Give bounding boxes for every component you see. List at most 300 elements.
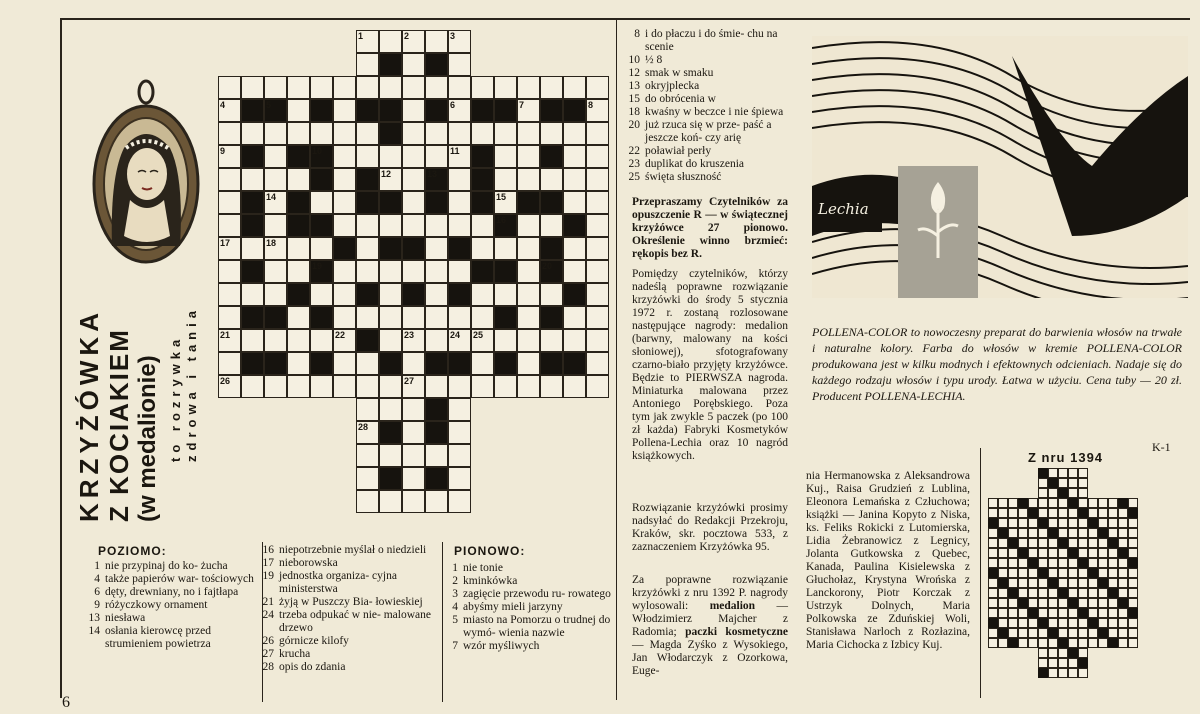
black-cell <box>471 168 494 191</box>
solution-black-cell <box>998 628 1008 638</box>
solution-black-cell <box>1008 588 1018 598</box>
clue-text: smak w smaku <box>645 67 714 79</box>
solution-cell <box>1088 548 1098 558</box>
black-cell <box>241 145 264 168</box>
answer-cell[interactable] <box>448 306 471 329</box>
answer-cell[interactable] <box>264 76 287 99</box>
answer-cell[interactable] <box>448 444 471 467</box>
answer-cell[interactable] <box>264 260 287 283</box>
solution-cell <box>1108 628 1118 638</box>
answer-cell[interactable] <box>586 237 609 260</box>
answer-cell[interactable] <box>287 237 310 260</box>
black-cell <box>540 306 563 329</box>
answer-cell[interactable] <box>448 421 471 444</box>
answer-cell[interactable] <box>241 375 264 398</box>
answer-cell[interactable] <box>494 329 517 352</box>
crossword-grid[interactable] <box>218 30 638 534</box>
answer-cell[interactable] <box>517 306 540 329</box>
clue-item <box>436 640 616 653</box>
answer-cell[interactable] <box>402 444 425 467</box>
solution-cell <box>1018 528 1028 538</box>
answer-cell[interactable] <box>333 76 356 99</box>
answer-cell[interactable] <box>241 76 264 99</box>
solution-cell <box>1088 608 1098 618</box>
answer-cell[interactable] <box>356 145 379 168</box>
black-cell <box>310 214 333 237</box>
answer-cell[interactable] <box>218 214 241 237</box>
answer-cell[interactable] <box>586 191 609 214</box>
solution-cell <box>1098 538 1108 548</box>
solution-cell <box>1078 498 1088 508</box>
black-cell <box>310 99 333 122</box>
answer-cell[interactable] <box>333 375 356 398</box>
answer-cell[interactable] <box>494 375 517 398</box>
clue-item <box>252 648 436 661</box>
answer-cell[interactable] <box>310 76 333 99</box>
clue-number: 7 <box>452 640 458 652</box>
solution-cell <box>998 608 1008 618</box>
answer-cell[interactable] <box>586 76 609 99</box>
answer-cell[interactable] <box>448 260 471 283</box>
answer-cell[interactable] <box>333 122 356 145</box>
answer-cell[interactable] <box>379 283 402 306</box>
answer-cell[interactable] <box>379 306 402 329</box>
answer-cell[interactable] <box>287 375 310 398</box>
clue-number: 12 <box>628 67 640 79</box>
answer-cell[interactable] <box>540 375 563 398</box>
answer-cell[interactable] <box>448 122 471 145</box>
answer-cell[interactable] <box>356 237 379 260</box>
solution-cell <box>1128 568 1138 578</box>
black-cell <box>402 237 425 260</box>
black-cell <box>241 352 264 375</box>
answer-cell[interactable] <box>402 306 425 329</box>
answer-cell[interactable] <box>517 375 540 398</box>
answer-cell[interactable] <box>517 329 540 352</box>
solution-cell <box>1108 598 1118 608</box>
black-cell <box>356 168 379 191</box>
clue-item <box>252 570 436 596</box>
answer-cell[interactable] <box>310 329 333 352</box>
answer-cell[interactable] <box>563 191 586 214</box>
solution-cell <box>1058 658 1068 668</box>
answer-cell[interactable] <box>425 30 448 53</box>
answer-cell[interactable] <box>448 214 471 237</box>
answer-cell[interactable] <box>264 283 287 306</box>
solution-black-cell <box>1018 548 1028 558</box>
clue-number-label: 11 <box>450 146 460 156</box>
answer-cell[interactable] <box>402 352 425 375</box>
answer-cell[interactable] <box>563 168 586 191</box>
answer-cell[interactable] <box>402 76 425 99</box>
answer-cell[interactable] <box>356 122 379 145</box>
answer-cell[interactable] <box>356 467 379 490</box>
answer-cell[interactable] <box>471 306 494 329</box>
clue-text: poławiał perły <box>645 145 712 157</box>
answer-cell[interactable] <box>379 444 402 467</box>
answer-cell[interactable] <box>379 214 402 237</box>
solution-cell <box>1028 638 1038 648</box>
clue-number: 8 <box>634 28 640 40</box>
answer-cell[interactable] <box>402 191 425 214</box>
solution-black-cell <box>1118 598 1128 608</box>
answer-cell[interactable] <box>425 375 448 398</box>
answer-cell[interactable] <box>310 237 333 260</box>
clue-item <box>618 54 796 67</box>
solution-cell <box>1038 578 1048 588</box>
answer-cell[interactable] <box>517 352 540 375</box>
clue-text: krucha <box>279 648 311 660</box>
answer-cell[interactable] <box>402 214 425 237</box>
clue-item <box>78 612 254 625</box>
clue-number-label: 1 <box>358 31 364 41</box>
clue-number-label: 24 <box>450 330 461 340</box>
clue-number-label: 13 <box>427 169 438 179</box>
clue-number-label: 20 <box>542 261 553 271</box>
answer-cell[interactable] <box>448 398 471 421</box>
answer-cell[interactable] <box>517 260 540 283</box>
solution-cell <box>1018 628 1028 638</box>
solution-cell <box>1108 558 1118 568</box>
answer-cell[interactable] <box>287 352 310 375</box>
answer-cell[interactable] <box>218 306 241 329</box>
answer-cell[interactable] <box>563 329 586 352</box>
answer-cell[interactable] <box>402 421 425 444</box>
answer-cell[interactable] <box>517 237 540 260</box>
answer-cell[interactable] <box>402 145 425 168</box>
answer-cell[interactable] <box>425 329 448 352</box>
answer-cell[interactable] <box>310 375 333 398</box>
answer-cell[interactable] <box>310 122 333 145</box>
solution-black-cell <box>1088 618 1098 628</box>
answer-cell[interactable] <box>540 122 563 145</box>
answer-cell[interactable] <box>563 375 586 398</box>
answer-cell[interactable] <box>563 260 586 283</box>
solution-black-cell <box>1018 498 1028 508</box>
poziomo-heading: POZIOMO: <box>98 544 167 558</box>
answer-cell[interactable] <box>586 145 609 168</box>
solution-cell <box>988 508 998 518</box>
solution-black-cell <box>1058 588 1068 598</box>
answer-cell[interactable] <box>471 375 494 398</box>
answer-cell[interactable] <box>494 168 517 191</box>
solution-cell <box>998 518 1008 528</box>
answer-cell[interactable] <box>402 467 425 490</box>
answer-cell[interactable] <box>241 168 264 191</box>
solution-cell <box>1038 628 1048 638</box>
solution-black-cell <box>1008 538 1018 548</box>
answer-cell[interactable] <box>218 352 241 375</box>
clue-text: dęty, drewniany, no i fajtłapa <box>105 586 239 598</box>
answer-cell[interactable] <box>241 329 264 352</box>
black-cell <box>425 421 448 444</box>
answer-cell[interactable] <box>218 283 241 306</box>
black-cell <box>356 99 379 122</box>
answer-cell[interactable] <box>494 76 517 99</box>
answer-cell[interactable] <box>379 76 402 99</box>
solution-cell <box>1038 538 1048 548</box>
clue-number-label: 5 <box>266 100 272 110</box>
solution-cell <box>1068 578 1078 588</box>
black-cell <box>241 306 264 329</box>
solution-black-cell <box>988 518 998 528</box>
clue-number: 23 <box>628 158 640 170</box>
pionowo-col2 <box>618 28 796 184</box>
answer-cell[interactable] <box>448 168 471 191</box>
answer-cell[interactable] <box>471 122 494 145</box>
answer-cell[interactable] <box>425 260 448 283</box>
black-cell <box>379 467 402 490</box>
answer-cell[interactable] <box>264 214 287 237</box>
answer-cell[interactable] <box>586 283 609 306</box>
solution-cell <box>1088 508 1098 518</box>
black-cell <box>241 191 264 214</box>
answer-cell[interactable] <box>333 352 356 375</box>
answer-cell[interactable] <box>287 306 310 329</box>
answer-cell[interactable] <box>448 76 471 99</box>
solution-cell <box>998 498 1008 508</box>
answer-cell[interactable] <box>333 145 356 168</box>
answer-cell[interactable] <box>402 53 425 76</box>
answer-cell[interactable] <box>356 214 379 237</box>
answer-cell[interactable] <box>356 53 379 76</box>
solution-cell <box>1068 588 1078 598</box>
answer-cell[interactable] <box>287 260 310 283</box>
solution-black-cell <box>998 528 1008 538</box>
answer-cell[interactable] <box>356 352 379 375</box>
answer-cell[interactable] <box>471 76 494 99</box>
answer-cell[interactable] <box>333 99 356 122</box>
answer-cell[interactable] <box>563 306 586 329</box>
clue-number: 21 <box>262 596 274 608</box>
answer-cell[interactable] <box>586 168 609 191</box>
clue-item <box>78 560 254 573</box>
answer-cell[interactable] <box>563 76 586 99</box>
solution-grid <box>988 468 1148 688</box>
answer-cell[interactable] <box>517 283 540 306</box>
black-cell <box>287 191 310 214</box>
answer-cell[interactable] <box>356 490 379 513</box>
black-cell <box>241 99 264 122</box>
answer-cell[interactable] <box>563 122 586 145</box>
answer-cell[interactable] <box>540 329 563 352</box>
answer-cell[interactable] <box>586 375 609 398</box>
answer-cell[interactable] <box>402 398 425 421</box>
answer-cell[interactable] <box>379 260 402 283</box>
answer-cell[interactable] <box>264 375 287 398</box>
answer-cell[interactable] <box>379 30 402 53</box>
answer-cell[interactable] <box>540 283 563 306</box>
solution-black-cell <box>998 578 1008 588</box>
solution-cell <box>1008 558 1018 568</box>
answer-cell[interactable] <box>218 122 241 145</box>
clue-item <box>618 93 796 106</box>
answer-cell[interactable] <box>241 122 264 145</box>
solution-cell <box>1048 668 1058 678</box>
answer-cell[interactable] <box>494 283 517 306</box>
answer-cell[interactable] <box>448 375 471 398</box>
answer-cell[interactable] <box>402 260 425 283</box>
answer-cell[interactable] <box>425 490 448 513</box>
answer-cell[interactable] <box>218 168 241 191</box>
answer-cell[interactable] <box>333 191 356 214</box>
solution-cell <box>1028 618 1038 628</box>
answer-cell[interactable] <box>425 76 448 99</box>
answer-cell[interactable] <box>586 214 609 237</box>
black-cell <box>379 191 402 214</box>
solution-cell <box>1108 568 1118 578</box>
answer-cell[interactable] <box>586 306 609 329</box>
answer-cell[interactable] <box>379 375 402 398</box>
solution-black-cell <box>1098 528 1108 538</box>
answer-cell[interactable] <box>218 76 241 99</box>
answer-cell[interactable] <box>264 168 287 191</box>
answer-cell[interactable] <box>586 260 609 283</box>
solution-cell <box>1038 588 1048 598</box>
solution-cell <box>1128 598 1138 608</box>
answer-cell[interactable] <box>287 99 310 122</box>
solution-cell <box>1038 528 1048 538</box>
answer-cell[interactable] <box>356 306 379 329</box>
title-line5: zdrowa i tania <box>184 306 199 462</box>
solution-cell <box>1018 638 1028 648</box>
answer-cell[interactable] <box>333 283 356 306</box>
clue-number: 14 <box>88 625 100 637</box>
answer-cell[interactable] <box>425 444 448 467</box>
answer-cell[interactable] <box>264 122 287 145</box>
answer-cell[interactable] <box>448 191 471 214</box>
solution-cell <box>1048 608 1058 618</box>
answer-cell[interactable] <box>379 329 402 352</box>
solution-cell <box>1038 638 1048 648</box>
answer-cell[interactable] <box>517 214 540 237</box>
answer-cell[interactable] <box>471 283 494 306</box>
answer-cell[interactable] <box>425 145 448 168</box>
solution-black-cell <box>1028 558 1038 568</box>
answer-cell[interactable] <box>264 329 287 352</box>
answer-cell[interactable] <box>241 237 264 260</box>
answer-cell[interactable] <box>563 145 586 168</box>
answer-cell[interactable] <box>333 306 356 329</box>
black-cell <box>448 283 471 306</box>
answer-cell[interactable] <box>356 260 379 283</box>
clue-text: duplikat do kruszenia <box>645 158 745 170</box>
answer-cell[interactable] <box>310 191 333 214</box>
solution-cell <box>1048 538 1058 548</box>
answer-cell[interactable] <box>517 122 540 145</box>
ad-text: POLLENA-COLOR to nowoczesny preparat do barwienia włosów na trwałe i naturalne kolory. Farba do włosów w kremie POLLENA-COLOR produkowana jest w kilku modnych i efektownych odcieniach. Nadaje się do każdego rodzaju włosów i typu urody. Łatwa w użyciu. Cena tuby — 20 zł. Producent POLLENA-LECHIA. <box>812 325 1182 403</box>
answer-cell[interactable] <box>425 306 448 329</box>
solution-black-cell <box>1048 578 1058 588</box>
answer-cell[interactable] <box>310 283 333 306</box>
answer-cell[interactable] <box>494 237 517 260</box>
solution-cell <box>1068 628 1078 638</box>
answer-cell[interactable] <box>402 122 425 145</box>
winners-medal-label: medalion <box>709 600 756 612</box>
answer-cell[interactable] <box>356 375 379 398</box>
answer-cell[interactable] <box>356 76 379 99</box>
solution-black-cell <box>1038 618 1048 628</box>
answer-cell[interactable] <box>241 283 264 306</box>
answer-cell[interactable] <box>540 76 563 99</box>
answer-cell[interactable] <box>287 168 310 191</box>
answer-cell[interactable] <box>379 145 402 168</box>
title-line1: KRZYŻÓWKA <box>74 308 104 522</box>
solution-cell <box>1008 618 1018 628</box>
answer-cell[interactable] <box>402 99 425 122</box>
answer-cell[interactable] <box>356 444 379 467</box>
solution-cell <box>1028 528 1038 538</box>
black-cell <box>425 398 448 421</box>
clue-number-label: 12 <box>381 169 392 179</box>
answer-cell[interactable] <box>563 237 586 260</box>
send-instructions: Rozwiązanie krzyżówki prosimy nadsyłać do Redakcji Przekroju, Kraków, skr. pocztowa 533, z zaznaczeniem Krzyżówka 95. <box>632 502 788 553</box>
answer-cell[interactable] <box>402 490 425 513</box>
answer-cell[interactable] <box>471 352 494 375</box>
answer-cell[interactable] <box>425 214 448 237</box>
answer-cell[interactable] <box>471 237 494 260</box>
answer-cell[interactable] <box>287 329 310 352</box>
answer-cell[interactable] <box>586 352 609 375</box>
answer-cell[interactable] <box>586 329 609 352</box>
answer-cell[interactable] <box>586 122 609 145</box>
answer-cell[interactable] <box>333 260 356 283</box>
answer-cell[interactable] <box>356 398 379 421</box>
answer-cell[interactable] <box>471 214 494 237</box>
solution-cell <box>1048 568 1058 578</box>
clue-number: 24 <box>262 609 274 621</box>
answer-cell[interactable] <box>494 145 517 168</box>
solution-cell <box>1068 518 1078 528</box>
solution-black-cell <box>1078 608 1088 618</box>
answer-cell[interactable] <box>448 490 471 513</box>
answer-cell[interactable] <box>517 168 540 191</box>
answer-cell[interactable] <box>379 398 402 421</box>
answer-cell[interactable] <box>425 237 448 260</box>
solution-cell <box>1058 508 1068 518</box>
solution-black-cell <box>1088 568 1098 578</box>
clue-item <box>252 635 436 648</box>
answer-cell[interactable] <box>218 191 241 214</box>
clue-number: 5 <box>452 614 458 626</box>
answer-cell[interactable] <box>540 168 563 191</box>
answer-cell[interactable] <box>287 122 310 145</box>
answer-cell[interactable] <box>517 76 540 99</box>
winners-intro: Za poprawne rozwiązanie krzyżówki z nru 1392 P. nagrody wylosowali: <box>632 574 788 612</box>
solution-cell <box>1068 618 1078 628</box>
clue-text: nie przypinaj do ko- żucha <box>105 560 228 572</box>
answer-cell[interactable] <box>379 490 402 513</box>
answer-cell[interactable] <box>218 260 241 283</box>
answer-cell[interactable] <box>425 122 448 145</box>
answer-cell[interactable] <box>448 467 471 490</box>
answer-cell[interactable] <box>402 168 425 191</box>
black-cell <box>356 283 379 306</box>
answer-cell[interactable] <box>540 214 563 237</box>
clue-item <box>618 158 796 171</box>
answer-cell[interactable] <box>264 145 287 168</box>
answer-cell[interactable] <box>448 53 471 76</box>
answer-cell[interactable] <box>333 214 356 237</box>
solution-black-cell <box>1128 558 1138 568</box>
solution-black-cell <box>1038 568 1048 578</box>
answer-cell[interactable] <box>517 145 540 168</box>
answer-cell[interactable] <box>287 76 310 99</box>
answer-cell[interactable] <box>494 122 517 145</box>
answer-cell[interactable] <box>425 283 448 306</box>
answer-cell[interactable] <box>333 168 356 191</box>
solution-cell <box>1088 638 1098 648</box>
